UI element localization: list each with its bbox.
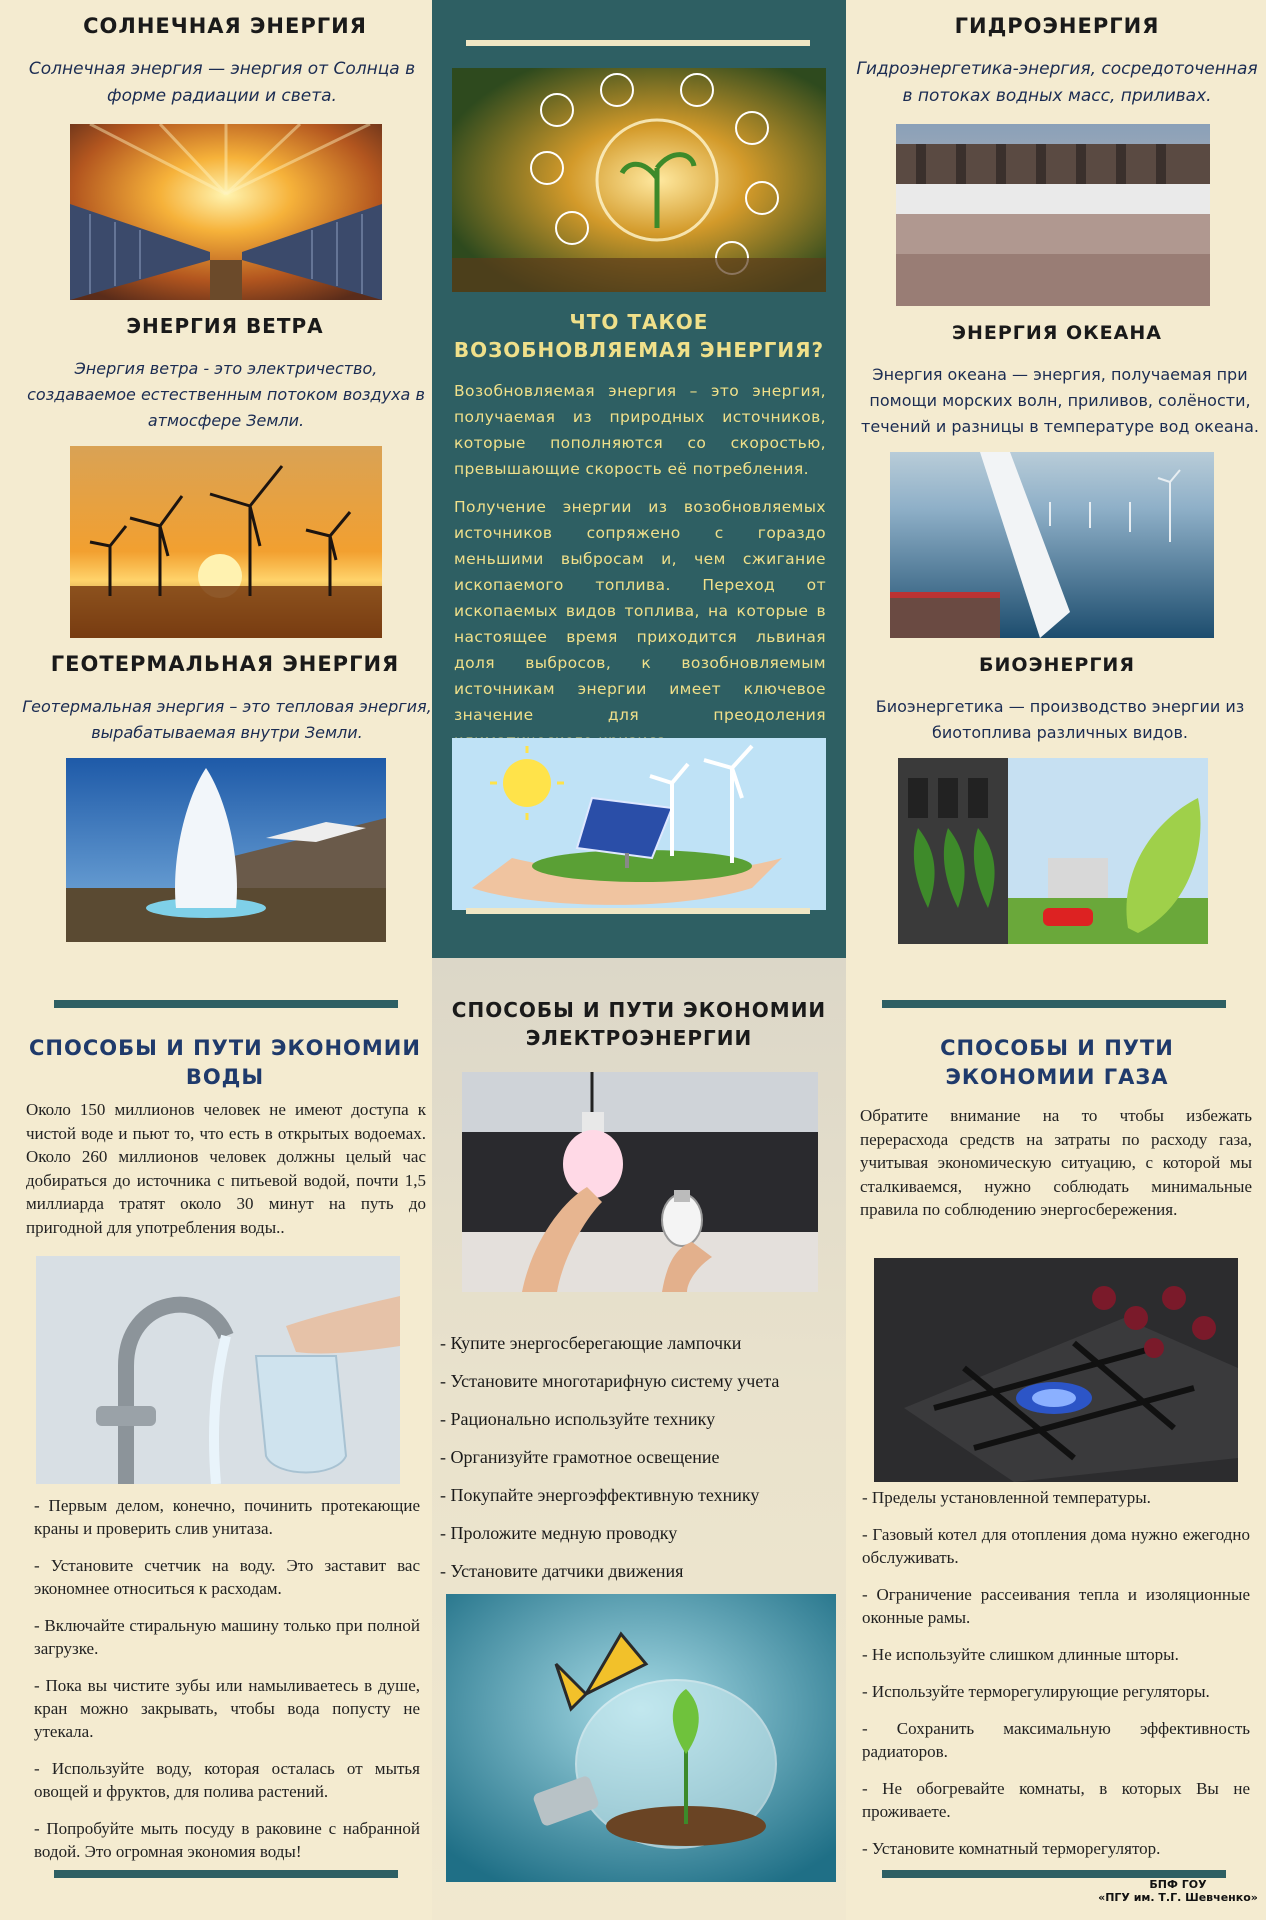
- electric-tips: [440, 1324, 840, 1590]
- gas-tip: - Ограничение рассеивания тепла и изоляционные оконные рамы.: [862, 1585, 1250, 1627]
- water-tip: - Включайте стиральную машину только при полной загрузке.: [34, 1616, 420, 1658]
- gas-rule-top: [882, 1000, 1226, 1008]
- bio-title: БИОЭНЕРГИЯ: [979, 654, 1135, 676]
- ocean-text: Энергия океана — энергия, получаемая при помощи морских волн, приливов, солёности, течений и разницы в температуре вод океана.: [861, 365, 1259, 436]
- gas-stove-image: [874, 1258, 1238, 1482]
- gas-title-line2: ЭКОНОМИИ ГАЗА: [945, 1065, 1169, 1089]
- water-rule-top: [54, 1000, 398, 1008]
- gas-intro: Обратите внимание на то чтобы избежать перерасхода средств на затраты по расходу газа, учитывая экономическую ситуацию, с которой мы сталкиваемся, нужно соблюдать минимальные правила по соблюдению энергосбережения.: [860, 1106, 1252, 1219]
- renew-paragraph-2: Получение энергии из возобновляемых источников сопряжено с гораздо меньшими выбросам и, чем сжигание ископаемого топлива. Переход от ископаемых видов топлива, на которые в настоящее время приходится львиная доля выбросов, к возобновляемым источникам энергии имеет ключевое значение для преодоления: [454, 498, 826, 724]
- gas-tip: - Пределы установленной температуры.: [862, 1488, 1151, 1507]
- water-title: СПОСОБЫ И ПУТИ ЭКОНОМИИ ВОДЫ: [29, 1036, 421, 1089]
- led-bulbs-image: [462, 1072, 818, 1292]
- geothermal-text: Геотермальная энергия – это тепловая энергия, вырабатываемая внутри Земли.: [22, 697, 432, 742]
- renew-title-line2: ВОЗОБНОВЛЯЕМАЯ ЭНЕРГИЯ?: [453, 338, 825, 362]
- water-tip: - Установите счетчик на воду. Это заставит вас экономнее относиться к расходам.: [34, 1556, 420, 1598]
- electric-tip: - Рационально используйте технику: [440, 1409, 716, 1429]
- renew-rule-top: [466, 40, 810, 46]
- renew-title-line1: ЧТО ТАКОЕ: [569, 310, 709, 334]
- gas-tip: - Используйте терморегулирующие регуляторы.: [862, 1682, 1210, 1701]
- wind-turbines-image: [70, 446, 382, 638]
- water-tip: - Первым делом, конечно, починить протекающие краны и проверить слив унитаза.: [34, 1496, 420, 1538]
- solar-hand-image: [452, 738, 826, 910]
- water-tip: - Используйте воду, которая осталась от мытья овощей и фруктов, для полива растений.: [34, 1759, 420, 1801]
- geothermal-title: ГЕОТЕРМАЛЬНАЯ ЭНЕРГИЯ: [50, 652, 400, 676]
- gas-title-line1: СПОСОБЫ И ПУТИ: [940, 1036, 1174, 1060]
- bio-text: Биоэнергетика — производство энергии из биотоплива различных видов.: [875, 697, 1245, 742]
- right-edge: [1266, 0, 1280, 1920]
- renew-rule-bottom: [466, 908, 810, 914]
- gas-tips: [862, 1486, 1250, 1874]
- electric-tip: - Организуйте грамотное освещение: [440, 1447, 720, 1467]
- electric-tip: - Покупайте энергоэффективную технику: [440, 1485, 760, 1505]
- gas-tip: - Газовый котел для отопления дома нужно ежегодно обслуживать.: [862, 1525, 1250, 1567]
- electric-tip: - Установите многотарифную систему учета: [440, 1371, 780, 1391]
- eco-bulb-image: [452, 68, 826, 292]
- solar-panels-image: [70, 124, 382, 300]
- gas-title: [848, 1034, 1266, 1092]
- butterfly-bulb-image: [446, 1594, 836, 1882]
- renew-title: [432, 308, 846, 364]
- water-tip: - Попробуйте мыть посуду в раковине с набранной водой. Это огромная экономия воды!: [34, 1819, 420, 1861]
- geyser-image: [66, 758, 386, 942]
- biofuel-image: [898, 758, 1208, 944]
- renew-paragraph-1: Возобновляемая энергия – это энергия, получаемая из природных источников, которые пополняются со скоростью, превышающие скорость её потребления.: [454, 382, 826, 478]
- water-intro: Около 150 миллионов человек не имеют доступа к чистой воде и пьют то, что есть в открытых водоемах. Около 260 миллионов человек должны целый час добираться до источника с питьевой водой, почти 1,5 миллиарда тратят около 30 минут на путь до пригодной для употребления воды..: [26, 1100, 426, 1237]
- dam-image: [896, 124, 1210, 306]
- hydro-title: ГИДРОЭНЕРГИЯ: [954, 14, 1160, 38]
- water-rule-bottom: [54, 1870, 398, 1878]
- footer-credit: [1090, 1878, 1266, 1904]
- footer-line1: БПФ ГОУ: [1149, 1878, 1207, 1891]
- electric-title-line2: ЭЛЕКТРОЭНЕРГИИ: [525, 1026, 753, 1050]
- footer-line2: «ПГУ им. Т.Г. Шевченко»: [1098, 1891, 1258, 1904]
- hydro-text: Гидроэнергетика-энергия, сосредоточенная в потоках водных масс, приливах.: [856, 59, 1258, 106]
- gas-tip: - Не обогревайте комнаты, в которых Вы не проживаете.: [862, 1779, 1250, 1821]
- electric-tip: - Купите энергосберегающие лампочки: [440, 1333, 742, 1353]
- faucet-image: [36, 1256, 400, 1484]
- gas-tip: - Не используйте слишком длинные шторы.: [862, 1645, 1179, 1664]
- gas-tip: - Сохранить максимальную эффективность радиаторов.: [862, 1719, 1250, 1761]
- water-tips: [34, 1494, 420, 1877]
- electric-tip: - Проложите медную проводку: [440, 1523, 678, 1543]
- wind-text: Энергия ветра - это электричество, создаваемое естественным потоком воздуха в атмосфере Земли.: [27, 359, 425, 430]
- electric-tip: - Установите датчики движения: [440, 1561, 684, 1581]
- offshore-wind-image: [890, 452, 1214, 638]
- ocean-title: ЭНЕРГИЯ ОКЕАНА: [952, 322, 1162, 344]
- water-tip: - Пока вы чистите зубы или намыливаетесь в душе, кран можно закрывать, чтобы вода попусту не утекала.: [34, 1676, 420, 1741]
- solar-text: Солнечная энергия — энергия от Солнца в форме радиации и света.: [28, 59, 416, 106]
- gas-rule-bottom: [882, 1870, 1226, 1878]
- electric-title-line1: СПОСОБЫ И ПУТИ ЭКОНОМИИ: [451, 998, 827, 1022]
- solar-title: СОЛНЕЧНАЯ ЭНЕРГИЯ: [83, 14, 367, 38]
- gas-tip: - Установите комнатный терморегулятор.: [862, 1839, 1161, 1858]
- electric-title: [432, 996, 846, 1052]
- wind-title: ЭНЕРГИЯ ВЕТРА: [126, 314, 324, 338]
